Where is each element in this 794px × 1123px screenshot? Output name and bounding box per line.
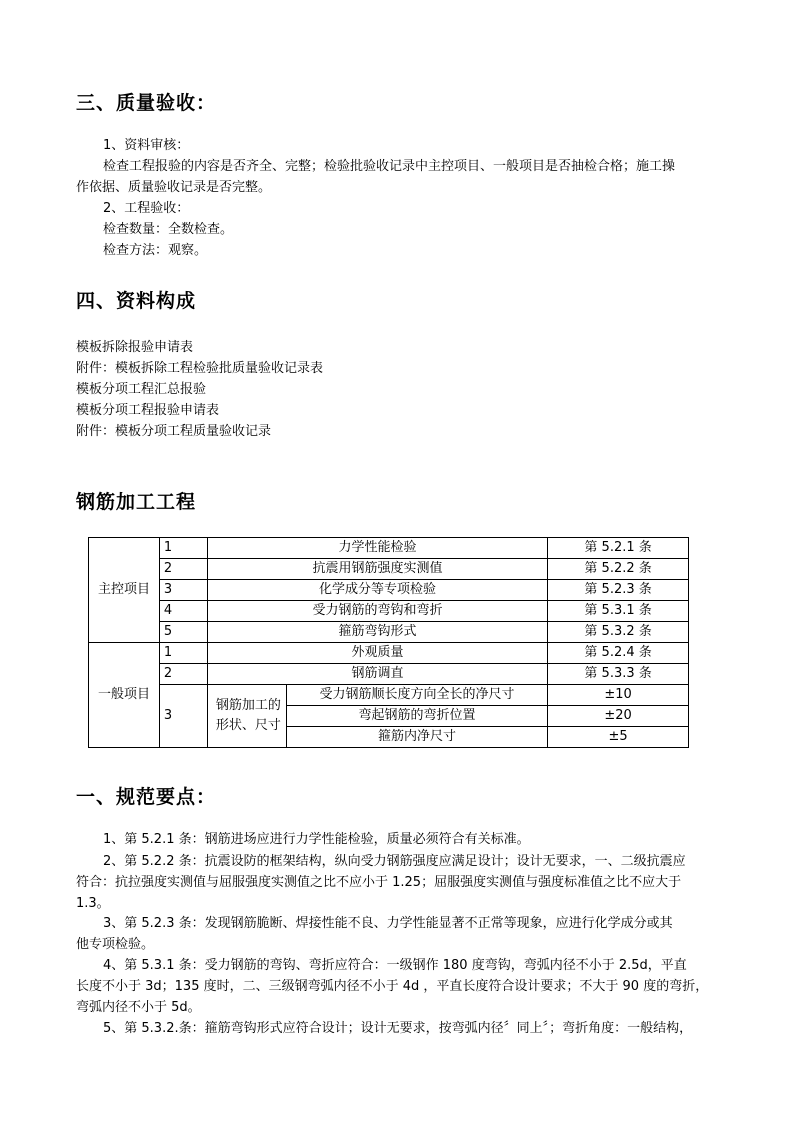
section3-item1-text-a: 检查工程报验的内容是否齐全、完整；检验批验收记录中主控项目、一般项目是否抽检合格；施工操 <box>103 159 676 174</box>
tolerance-cell: ±5 <box>548 727 689 748</box>
item-cell: 弯起钢筋的弯折位置 <box>286 706 547 727</box>
spec-point-3b: 他专项检验。 <box>76 937 155 952</box>
section4-item: 附件：模板分项工程质量验收记录 <box>76 424 272 439</box>
ref-cell: 第 5.2.4 条 <box>548 643 689 664</box>
item-cell: 受力钢筋的弯钩和弯折 <box>207 601 547 622</box>
spec-point-1: 1、第 5.2.1 条：钢筋进场应进行力学性能检验，质量必须符合有关标准。 <box>103 832 530 847</box>
row-number: 4 <box>159 601 207 622</box>
ref-cell: 第 5.2.2 条 <box>548 559 689 580</box>
section4-item: 模板分项工程报验申请表 <box>76 403 220 418</box>
ref-cell: 第 5.2.3 条 <box>548 580 689 601</box>
ref-cell: 第 5.3.3 条 <box>548 664 689 685</box>
row-number: 2 <box>159 664 207 685</box>
ref-cell: 第 5.2.1 条 <box>548 538 689 559</box>
section4-item: 模板分项工程汇总报验 <box>76 382 207 397</box>
main-group-cell: 主控项目 <box>89 538 160 643</box>
row-number: 3 <box>159 580 207 601</box>
section3-item1-title: 1、资料审核： <box>103 138 190 153</box>
item-cell: 受力钢筋顺长度方向全长的净尺寸 <box>286 685 547 706</box>
item-cell: 抗震用钢筋强度实测值 <box>207 559 547 580</box>
spec-point-5: 5、第 5.3.2.条：箍筋弯钩形式应符合设计；设计无要求，按弯弧内径〞同上〞；弯折角度：一般结构， <box>103 1021 693 1036</box>
table-row <box>89 664 689 685</box>
section4-item: 附件：模板拆除工程检验批质量验收记录表 <box>76 361 324 376</box>
row-number: 2 <box>159 559 207 580</box>
spec-point-3a: 3、第 5.2.3 条：发现钢筋脆断、焊接性能不良、力学性能显著不正常等现象，应进行化学成分或其 <box>103 916 673 931</box>
section4-item: 模板拆除报验申请表 <box>76 340 194 355</box>
spec-point-4b: 长度不小于 3d；135 度时，二、三级钢弯弧内径不小于 4d ，平直长度符合设计要求；不大于 90 度的弯折， <box>76 979 709 994</box>
ref-cell: 第 5.3.1 条 <box>548 601 689 622</box>
item-cell: 力学性能检验 <box>207 538 547 559</box>
section4-heading: 四、资料构成 <box>76 290 197 312</box>
shape-size-group-cell: 钢筋加工的形状、尺寸 <box>207 685 286 748</box>
table-row <box>89 685 689 706</box>
tolerance-cell: ±20 <box>548 706 689 727</box>
table-row <box>89 601 689 622</box>
section3-item2-qty: 检查数量：全数检查。 <box>103 222 234 237</box>
spec-point-4c: 弯弧内径不小于 5d。 <box>76 1000 201 1015</box>
item-cell: 箍筋弯钩形式 <box>207 622 547 643</box>
tolerance-cell: ±10 <box>548 685 689 706</box>
row-number: 1 <box>159 643 207 664</box>
section3-item2-title: 2、工程验收： <box>103 201 190 216</box>
row-number: 1 <box>159 538 207 559</box>
spec-point-4a: 4、第 5.3.1 条：受力钢筋的弯钩、弯折应符合：一级钢作 180 度弯钩，弯弧内径不小于 2.5d，平直 <box>103 958 687 973</box>
table-row <box>89 559 689 580</box>
item-cell: 化学成分等专项检验 <box>207 580 547 601</box>
section1-heading: 一、规范要点： <box>76 786 217 808</box>
table-row <box>89 622 689 643</box>
table-row <box>89 580 689 601</box>
section3-heading: 三、质量验收： <box>76 92 217 114</box>
row-number: 3 <box>159 685 207 748</box>
rebar-heading: 钢筋加工工程 <box>76 491 197 513</box>
section3-item2-method: 检查方法：观察。 <box>103 243 208 258</box>
item-cell: 箍筋内净尺寸 <box>286 727 547 748</box>
table-row <box>89 538 689 559</box>
spec-point-2c: 1.3。 <box>76 896 110 911</box>
item-cell: 外观质量 <box>207 643 547 664</box>
rebar-inspection-table <box>88 537 689 748</box>
ref-cell: 第 5.3.2 条 <box>548 622 689 643</box>
table-row <box>89 643 689 664</box>
item-cell: 钢筋调直 <box>207 664 547 685</box>
spec-point-2b: 符合：抗拉强度实测值与屈服强度实测值之比不应小于 1.25；屈服强度实测值与强度标准值之比不应大于 <box>76 875 682 890</box>
general-group-cell: 一般项目 <box>89 643 160 748</box>
row-number: 5 <box>159 622 207 643</box>
spec-point-2a: 2、第 5.2.2 条：抗震设防的框架结构，纵向受力钢筋强度应满足设计；设计无要求，一、二级抗震应 <box>103 854 686 869</box>
section3-item1-text-b: 作依据、质量验收记录是否完整。 <box>76 180 272 195</box>
